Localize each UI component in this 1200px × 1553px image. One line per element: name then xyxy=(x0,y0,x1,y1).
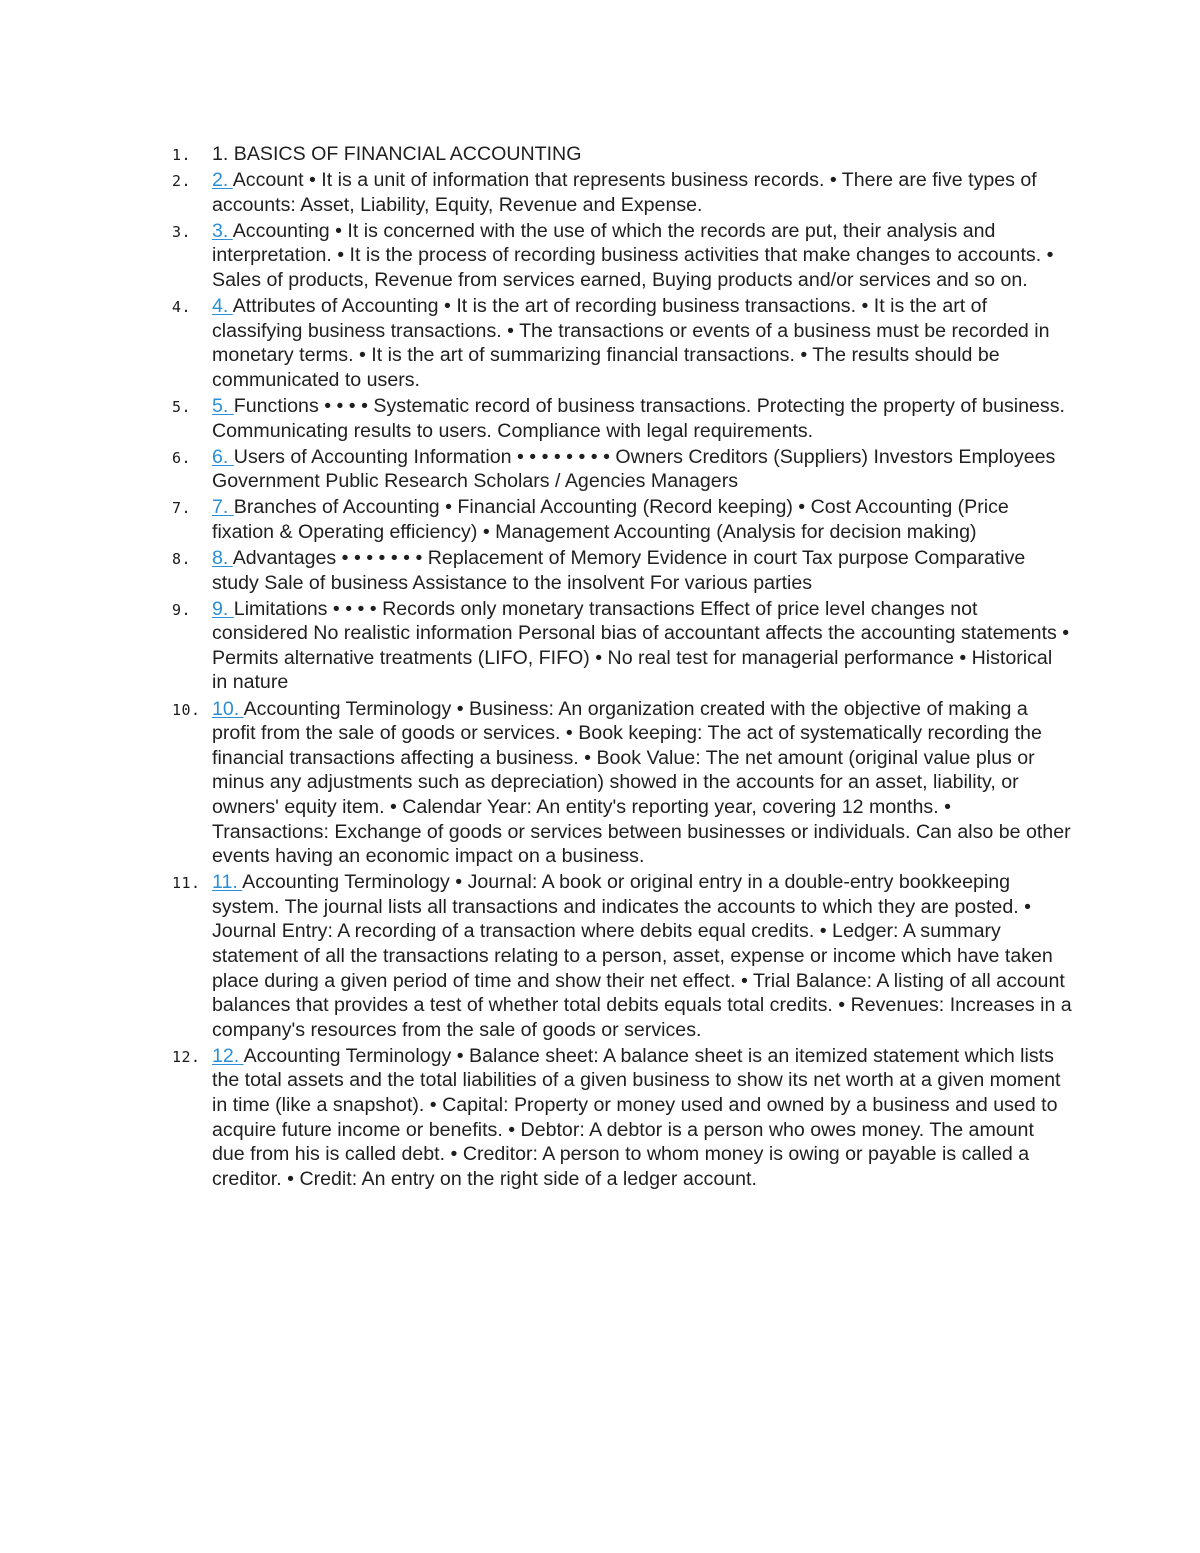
list-item xyxy=(172,142,1072,167)
list-item-text xyxy=(212,219,1072,293)
list-item-text xyxy=(212,597,1072,695)
item-body: Attributes of Accounting • It is the art of recording business transactions. • It is the art of classifying business transactions. • The transactions or events of a business must be recorded in monetary terms. • It is the art of summarizing financial transactions. • The results should be communicated to users. xyxy=(212,295,1050,391)
list-item xyxy=(172,495,1072,544)
item-body: Limitations • • • • Records only monetary transactions Effect of price level changes not considered No realistic information Personal bias of accountant affects the accounting statements • Permits alternative treatments (LIFO, FIFO) • No real test for managerial performance • Historical in nature xyxy=(212,597,1070,694)
slide-link[interactable]: 5. xyxy=(212,394,234,417)
item-body: Users of Accounting Information • • • • • • • • Owners Creditors (Suppliers) Investors Employees Government Public Research Scholars / Agencies Managers xyxy=(212,445,1056,493)
slide-link[interactable]: 3. xyxy=(212,219,233,242)
list-item xyxy=(172,445,1072,494)
item-body: Functions • • • • Systematic record of business transactions. Protecting the property of business. Communicating results to users. Compliance with legal requirements. xyxy=(212,394,1065,442)
slide-link[interactable]: 6. xyxy=(212,445,234,468)
list-item xyxy=(172,697,1072,869)
list-number: 11. xyxy=(172,874,201,893)
list-number: 6. xyxy=(172,448,192,467)
list-number: 1. xyxy=(172,146,192,164)
list-item-text xyxy=(212,546,1072,595)
list-number: 10. xyxy=(172,700,201,719)
list-item xyxy=(172,219,1072,293)
list-number: 5. xyxy=(172,397,192,416)
item-body: Accounting Terminology • Balance sheet: A balance sheet is an itemized statement which lists the total assets and the total liabilities of a given business to show its net worth at a given moment in time (like a snapshot). • Capital: Property or money used and owned by a business and used to acquire future income or benefits. • Debtor: A debtor is a person who owes money. The amount due from his is called debt. • Creditor: A person to whom money is owing or payable is called a creditor. • Credit: An entry on the right side of a ledger account. xyxy=(212,1044,1061,1190)
slide-link[interactable]: 9. xyxy=(212,597,234,620)
item-body: Advantages • • • • • • • Replacement of Memory Evidence in court Tax purpose Comparative study Sale of business Assistance to the insolvent For various parties xyxy=(212,547,1026,594)
slide-link[interactable]: 7. xyxy=(212,496,234,519)
list-number: 9. xyxy=(172,600,192,619)
list-item-text xyxy=(212,697,1072,869)
item-body: Accounting Terminology • Business: An organization created with the objective of making a profit from the sale of goods or services. • Book keeping: The act of systematically recording the financial transactions affecting a business. • Book Value: The net amount (original value plus or minus any adjustments such as depreciation) showed in the accounts for an asset, liability, or owners' equity item. • Calendar Year: An entity's reporting year, covering 12 months. • Transactions: Exchange of goods or services between businesses or individuals. Can also be other events having an economic impact on a business. xyxy=(212,697,1071,868)
list-item xyxy=(172,597,1072,695)
list-number: 2. xyxy=(172,172,192,191)
list-number: 3. xyxy=(172,222,192,241)
list-item-text xyxy=(212,168,1072,217)
item-body: Branches of Accounting • Financial Accounting (Record keeping) • Cost Accounting (Price fixation & Operating efficiency) • Management Accounting (Analysis for decision making) xyxy=(212,496,1009,543)
list-item xyxy=(172,394,1072,443)
list-item xyxy=(172,870,1072,1042)
slide-link[interactable]: 12. xyxy=(212,1044,244,1067)
list-item-text xyxy=(212,445,1072,494)
item-body: 1. BASICS OF FINANCIAL ACCOUNTING xyxy=(212,143,582,165)
numbered-list xyxy=(172,142,1072,1193)
list-item-text xyxy=(212,870,1072,1042)
list-item-text xyxy=(212,394,1072,443)
list-number: 7. xyxy=(172,499,192,518)
list-item-text xyxy=(212,495,1072,544)
item-body: Accounting • It is concerned with the use of which the records are put, their analysis and interpretation. • It is the process of recording business activities that make changes to accounts. • Sales of products, Revenue from services earned, Buying products and/or services and so on. xyxy=(212,219,1054,291)
list-number: 4. xyxy=(172,298,192,317)
list-item xyxy=(172,546,1072,595)
list-item xyxy=(172,168,1072,217)
list-item xyxy=(172,294,1072,392)
list-number: 8. xyxy=(172,550,192,568)
slide-link[interactable]: 11. xyxy=(212,871,243,894)
slide-link[interactable]: 4. xyxy=(212,295,233,318)
slide-link[interactable]: 8. xyxy=(212,547,233,569)
slide-link[interactable]: 10. xyxy=(212,697,244,720)
item-body: Account • It is a unit of information that represents business records. • There are five types of accounts: Asset, Liability, Equity, Revenue and Expense. xyxy=(212,169,1037,216)
list-number: 12. xyxy=(172,1047,201,1066)
list-item xyxy=(172,1044,1072,1192)
list-item-text xyxy=(212,142,1072,167)
slide-link[interactable]: 2. xyxy=(212,169,233,192)
item-body: Accounting Terminology • Journal: A book or original entry in a double-entry bookkeeping system. The journal lists all transactions and indicates the accounts to which they are posted. • Journal Entry: A recording of a transaction where debits equal credits. • Ledger: A summary statement of all the transactions relating to a person, asset, expense or income which have taken place during a given period of time and show their net effect. • Trial Balance: A listing of all account balances that provides a test of whether total debits equals total credits. • Revenues: Increases in a company's resources from the sale of goods or services. xyxy=(212,871,1072,1041)
list-item-text xyxy=(212,294,1072,392)
list-item-text xyxy=(212,1044,1072,1192)
